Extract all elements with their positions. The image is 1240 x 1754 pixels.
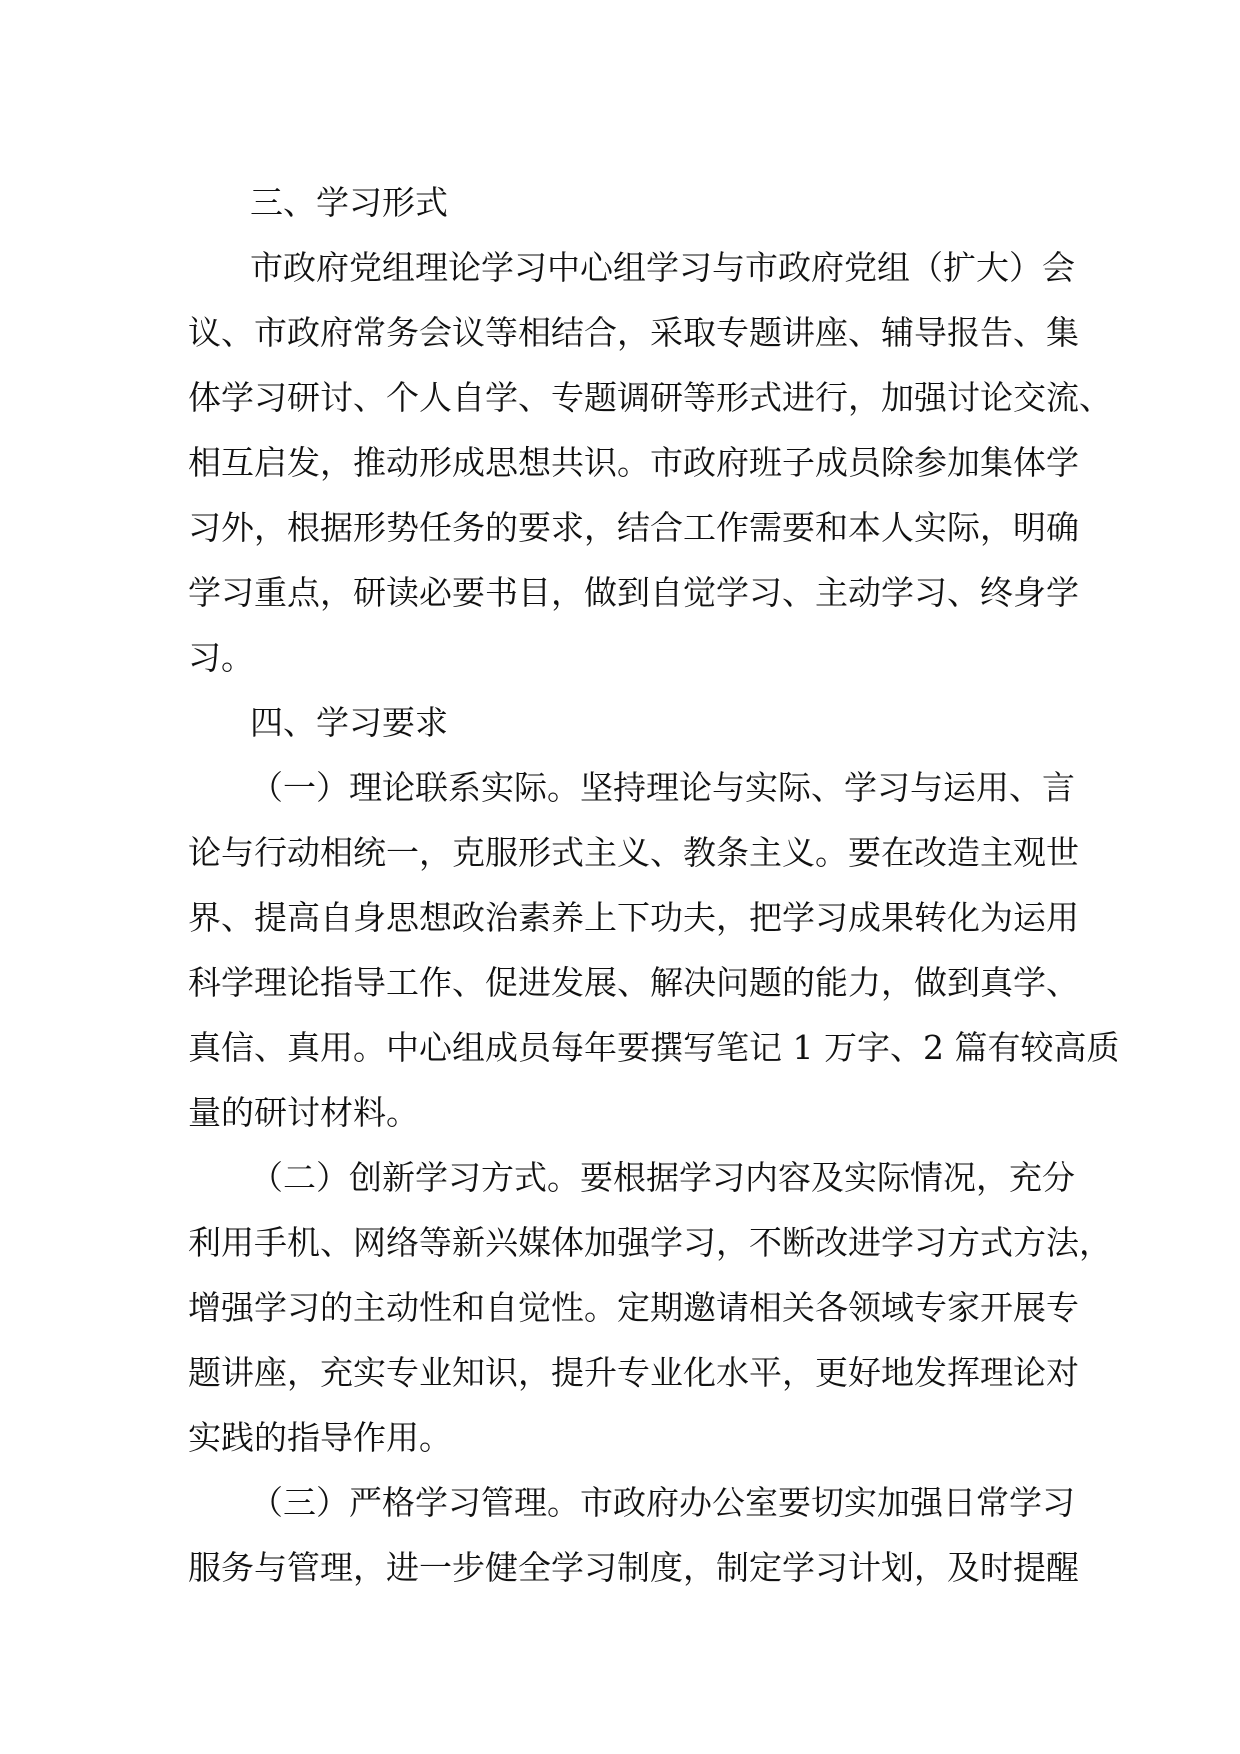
section-heading-learning-form: 三、学习形式 bbox=[250, 183, 448, 222]
paragraph-line: 利用手机、网络等新兴媒体加强学习，不断改进学习方式方法， bbox=[188, 1223, 1112, 1262]
paragraph-line: 学习重点，研读必要书目，做到自觉学习、主动学习、终身学 bbox=[188, 573, 1079, 612]
paragraph-line: 相互启发，推动形成思想共识。市政府班子成员除参加集体学 bbox=[188, 443, 1079, 482]
paragraph-line: 科学理论指导工作、促进发展、解决问题的能力，做到真学、 bbox=[188, 963, 1079, 1002]
paragraph-line: 习。 bbox=[188, 638, 254, 677]
paragraph-line: 服务与管理，进一步健全学习制度，制定学习计划，及时提醒 bbox=[188, 1548, 1079, 1587]
document-body bbox=[188, 170, 1120, 1600]
paragraph-line: （二）创新学习方式。要根据学习内容及实际情况，充分 bbox=[250, 1158, 1075, 1197]
paragraph-line: （三）严格学习管理。市政府办公室要切实加强日常学习 bbox=[250, 1483, 1075, 1522]
paragraph-line: 量的研讨材料。 bbox=[188, 1093, 419, 1132]
paragraph-line: 题讲座，充实专业知识，提升专业化水平，更好地发挥理论对 bbox=[188, 1353, 1079, 1392]
paragraph-line: 实践的指导作用。 bbox=[188, 1418, 452, 1457]
paragraph-line: 真信、真用。中心组成员每年要撰写笔记 1 万字、2 篇有较高质 bbox=[188, 1028, 1120, 1067]
paragraph-line: 界、提高自身思想政治素养上下功夫，把学习成果转化为运用 bbox=[188, 898, 1079, 937]
paragraph-line: 市政府党组理论学习中心组学习与市政府党组（扩大）会 bbox=[250, 248, 1075, 287]
paragraph-line: 论与行动相统一，克服形式主义、教条主义。要在改造主观世 bbox=[188, 833, 1079, 872]
paragraph-line: 体学习研讨、个人自学、专题调研等形式进行，加强讨论交流、 bbox=[188, 378, 1112, 417]
paragraph-line: 议、市政府常务会议等相结合，采取专题讲座、辅导报告、集 bbox=[188, 313, 1079, 352]
paragraph-line: （一）理论联系实际。坚持理论与实际、学习与运用、言 bbox=[250, 768, 1075, 807]
paragraph-line: 习外，根据形势任务的要求，结合工作需要和本人实际，明确 bbox=[188, 508, 1079, 547]
section-heading-learning-requirements: 四、学习要求 bbox=[250, 703, 448, 742]
paragraph-line: 增强学习的主动性和自觉性。定期邀请相关各领域专家开展专 bbox=[188, 1288, 1079, 1327]
